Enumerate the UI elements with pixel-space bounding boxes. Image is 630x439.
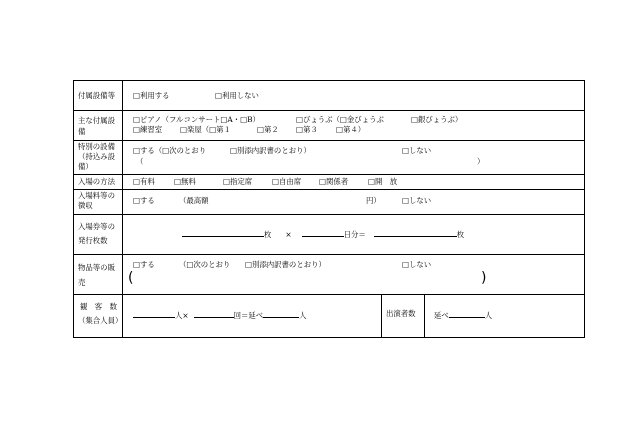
fee-no-checkbox-option[interactable]: □しない <box>402 196 432 205</box>
label-column-divider <box>122 81 123 337</box>
row-divider <box>74 189 584 190</box>
times-sign: × <box>285 230 292 239</box>
row-label-attached-equipment: 付属設備等 <box>78 91 115 100</box>
row-label-fee-collection-cont: 徴収 <box>78 201 93 210</box>
row-divider <box>74 110 584 111</box>
row-divider <box>74 214 584 215</box>
row-label-tickets-issued-cont: 発行枚数 <box>78 236 108 245</box>
row-divider <box>74 140 584 141</box>
row-label-main-equipment-cont: 備 <box>78 127 86 136</box>
performers-divider <box>424 294 425 337</box>
total-tickets-field[interactable] <box>374 229 457 237</box>
practice-room-checkbox-option[interactable]: □練習室 <box>133 125 163 134</box>
total-label: 延べ <box>434 311 449 320</box>
sales-as-follows-checkbox-option[interactable]: （□次のとおり <box>179 260 231 269</box>
facility-usage-form <box>73 80 585 338</box>
audience-total-field[interactable] <box>263 310 299 318</box>
row-label-goods-sales: 物品等の販 <box>78 263 115 272</box>
performers-calc-line <box>434 310 492 319</box>
row-label-special-equipment-cont: （持込み設 <box>78 152 115 161</box>
times-total-label: 回＝延べ <box>233 311 264 320</box>
row-label-fee-collection: 入場料等の <box>78 191 115 200</box>
row-label-admission-method: 入場の方法 <box>78 177 115 186</box>
days-field[interactable] <box>302 229 344 237</box>
reserved-seat-checkbox-option[interactable]: □指定席 <box>223 177 253 186</box>
special-details-paren-close: ） <box>477 157 485 166</box>
silver-screen-checkbox-option[interactable]: □銀びょうぶ） <box>411 115 463 124</box>
sales-details-paren-open: ( <box>128 270 134 286</box>
row-divider <box>74 294 584 295</box>
sales-details-paren-close: ) <box>481 270 487 286</box>
performers-unit-label: 人 <box>484 311 493 320</box>
room4-checkbox-option[interactable]: □第４） <box>336 125 366 134</box>
row-divider <box>74 254 584 255</box>
row-label-goods-sales-cont: 売 <box>78 278 86 287</box>
audience-calc-line <box>133 310 307 319</box>
special-details-paren-open: （ <box>136 157 144 166</box>
persons-times-label: 人× <box>175 311 189 320</box>
special-no-checkbox-option[interactable]: □しない <box>402 146 432 155</box>
yen-unit-label: 円） <box>366 196 381 205</box>
row-label-special-equipment: 特別の設備 <box>78 142 115 151</box>
sales-yes-checkbox-option[interactable]: □する <box>133 260 155 269</box>
fee-yes-checkbox-option[interactable]: □する <box>133 196 155 205</box>
unreserved-seat-checkbox-option[interactable]: □自由席 <box>272 177 302 186</box>
row-divider <box>74 174 584 175</box>
piano-checkbox-option[interactable]: □ピアノ（フルコンサート□A・□B） <box>133 115 260 124</box>
row-label-audience-cont: （集合人員） <box>78 316 123 325</box>
free-checkbox-option[interactable]: □無料 <box>174 177 196 186</box>
row-label-special-equipment-cont: 備） <box>78 162 93 171</box>
room3-checkbox-option[interactable]: □第３ <box>296 125 318 134</box>
sheets-total-unit-label: 枚 <box>456 230 465 239</box>
folding-screen-checkbox-option[interactable]: □びょうぶ（□金びょうぶ <box>296 115 384 124</box>
not-use-checkbox-option[interactable]: □利用しない <box>215 91 259 100</box>
tickets-calc-line <box>182 229 464 238</box>
special-attached-list-checkbox-option[interactable]: □別添内訳書のとおり） <box>230 146 311 155</box>
open-checkbox-option[interactable]: □開 放 <box>368 177 398 186</box>
performers-label: 出演者数 <box>386 309 416 318</box>
performers-divider <box>381 294 382 337</box>
paid-checkbox-option[interactable]: □有料 <box>133 177 155 186</box>
dressing-room-checkbox-option[interactable]: □楽屋（□第１ <box>180 125 231 134</box>
invited-checkbox-option[interactable]: □関係者 <box>319 177 349 186</box>
row-label-tickets-issued: 入場券等の <box>78 222 115 231</box>
tickets-per-day-field[interactable] <box>182 229 264 237</box>
room2-checkbox-option[interactable]: □第２ <box>257 125 279 134</box>
performers-total-field[interactable] <box>449 310 485 318</box>
days-unit-label: 日分＝ <box>343 230 366 239</box>
use-checkbox-option[interactable]: □利用する <box>133 91 170 100</box>
max-fee-label: （最高額 <box>179 196 209 205</box>
sales-no-checkbox-option[interactable]: □しない <box>402 260 432 269</box>
shows-count-field[interactable] <box>194 310 234 318</box>
row-label-main-equipment: 主な付属設 <box>78 116 115 125</box>
special-yes-checkbox-option[interactable]: □する（□次のとおり <box>133 146 207 155</box>
persons-unit-label: 人 <box>299 311 307 320</box>
audience-per-show-field[interactable] <box>133 310 175 318</box>
sales-attached-list-checkbox-option[interactable]: □別添内訳書のとおり） <box>245 260 326 269</box>
row-label-audience: 観 客 数 <box>80 302 117 311</box>
sheets-unit-label: 枚 <box>264 230 272 239</box>
